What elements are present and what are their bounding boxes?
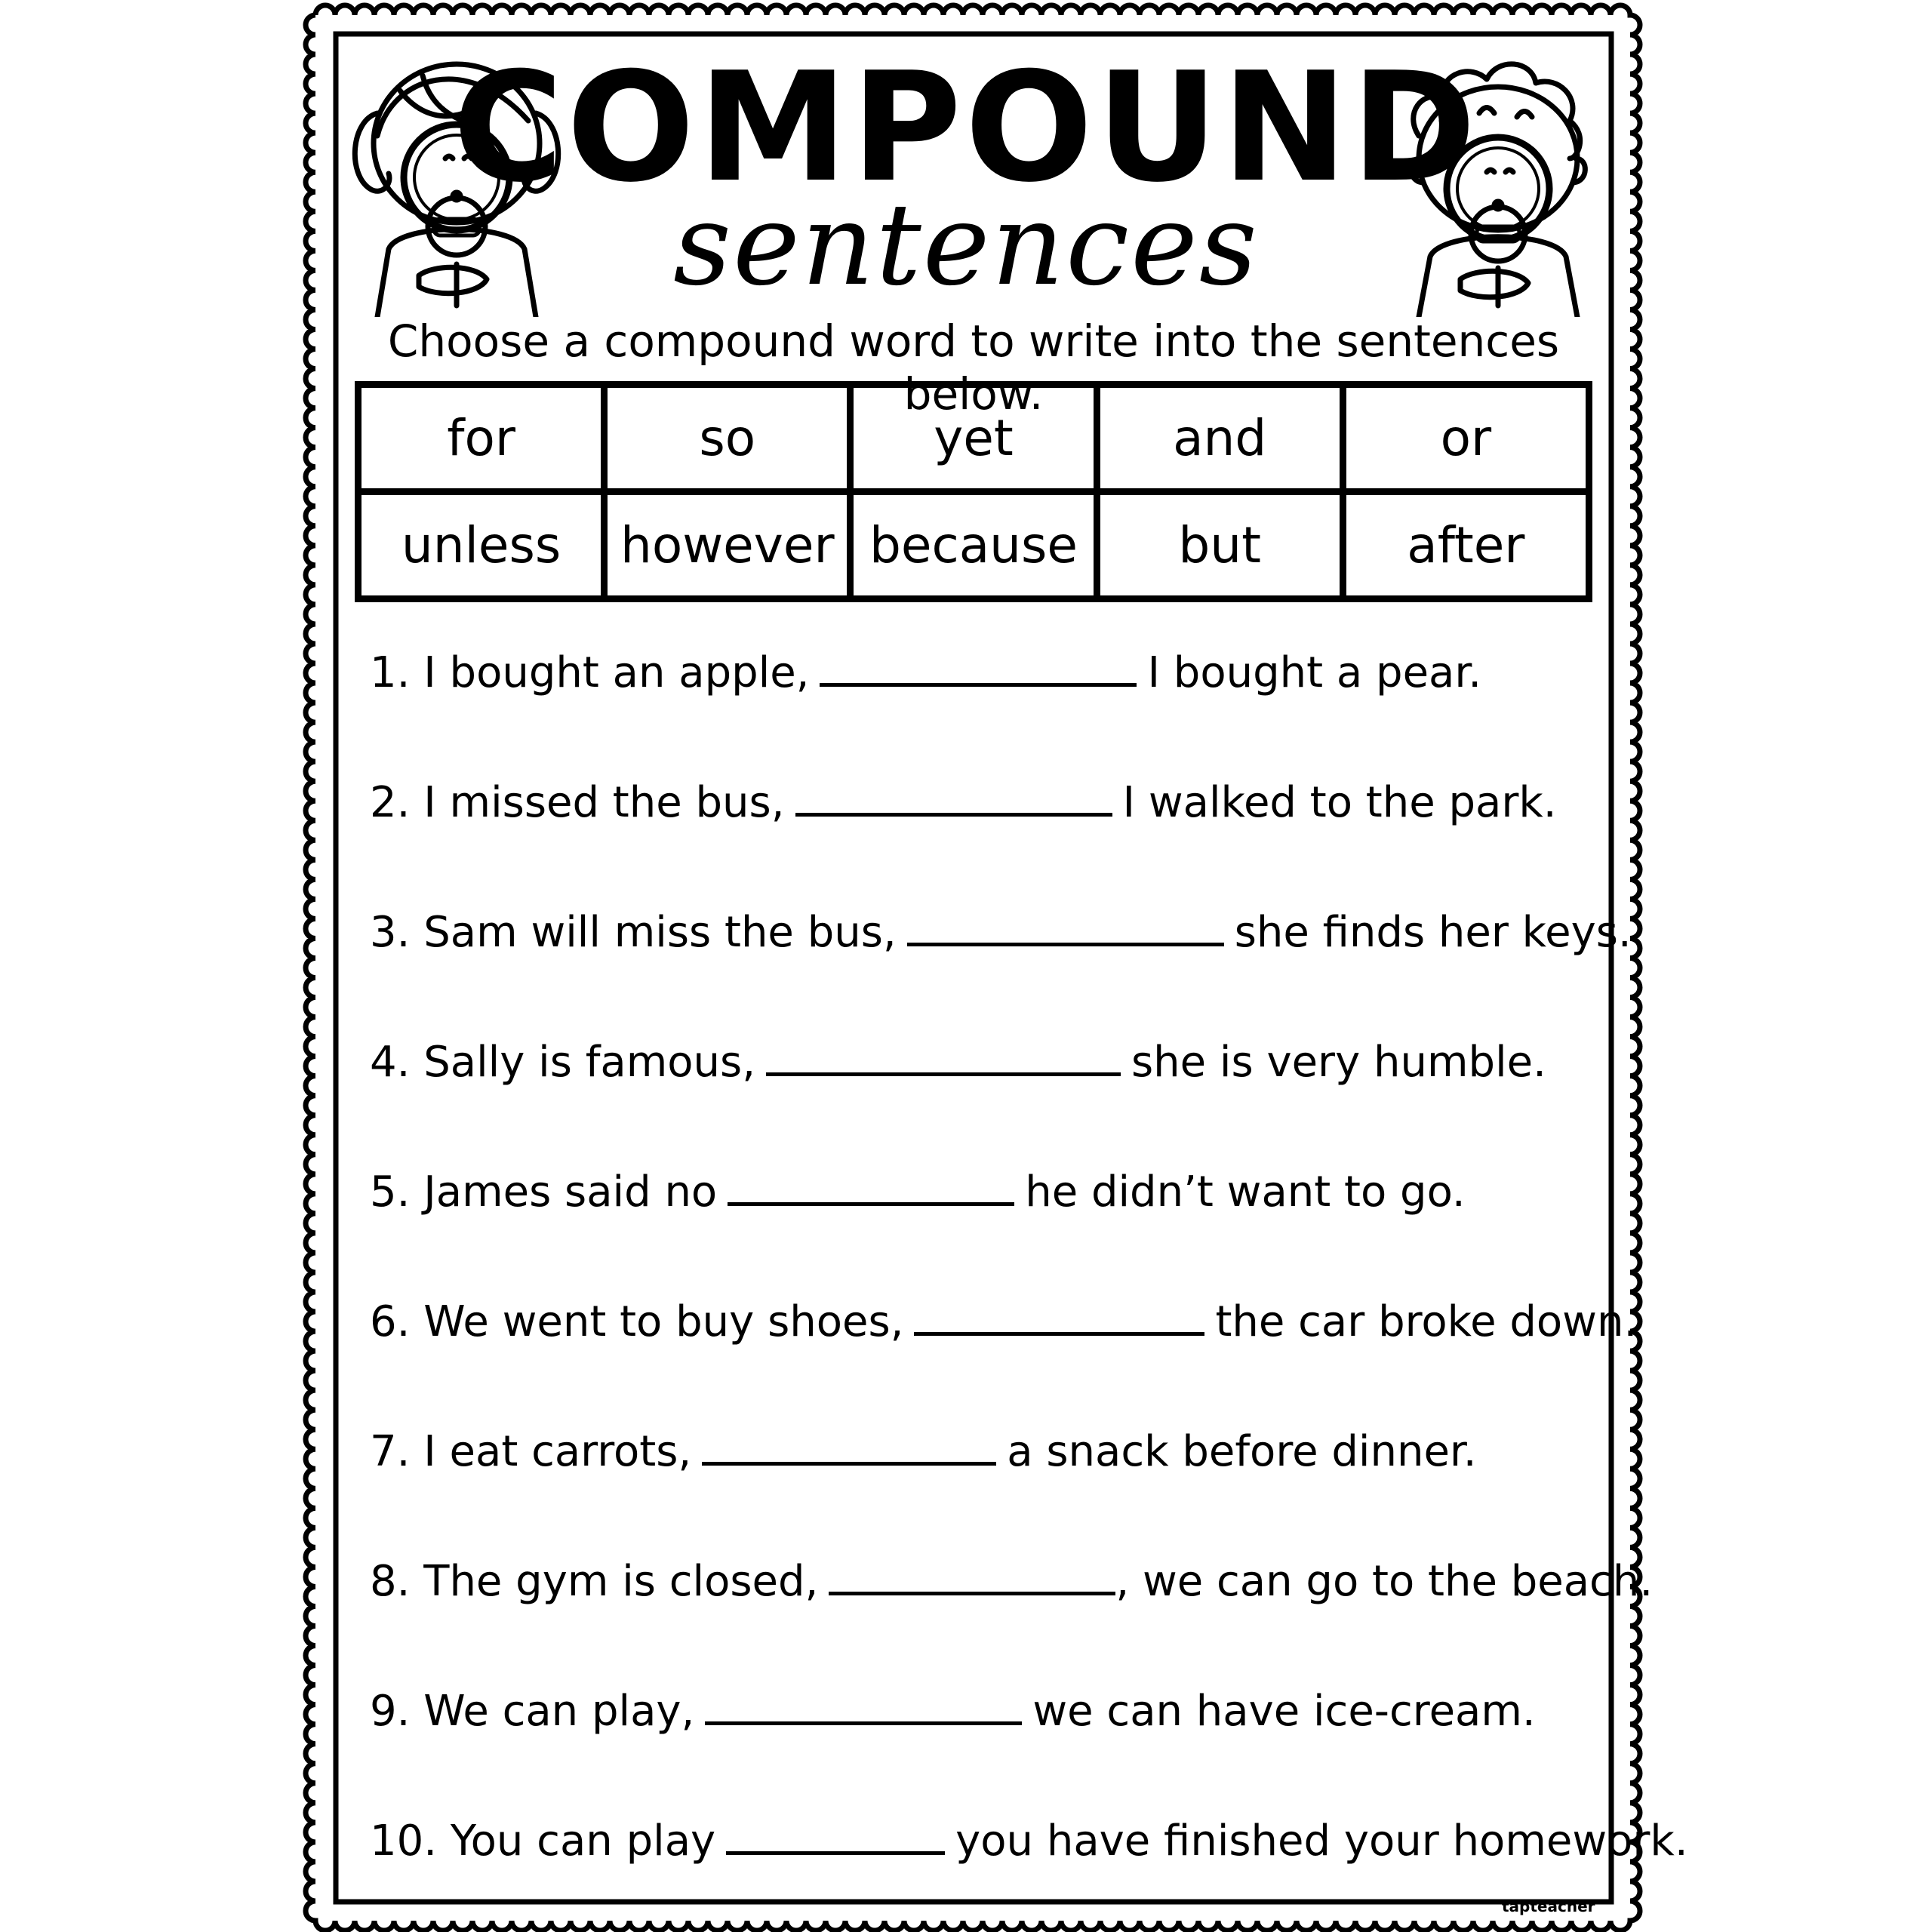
question-text-before: 8. The gym is closed, bbox=[370, 1557, 819, 1606]
word-bank-cell: or bbox=[1343, 385, 1589, 492]
question-text-after: she is very humble. bbox=[1131, 1038, 1546, 1087]
brand-logo: tapteacher bbox=[1502, 1897, 1595, 1915]
word-bank-cell: yet bbox=[851, 385, 1097, 492]
question-5 bbox=[370, 1164, 1466, 1217]
question-text-after: we can have ice-cream. bbox=[1032, 1687, 1536, 1736]
question-text-after: I bought a pear. bbox=[1147, 648, 1482, 697]
question-text-before: 3. Sam will miss the bus, bbox=[370, 908, 897, 957]
question-text-after: , we can go to the beach. bbox=[1115, 1557, 1654, 1606]
question-text-after: she finds her keys. bbox=[1234, 908, 1632, 957]
page-title: COMPOUND bbox=[452, 40, 1480, 216]
question-text-before: 5. James said no bbox=[370, 1168, 718, 1217]
answer-blank[interactable] bbox=[766, 1035, 1121, 1076]
word-bank-row bbox=[358, 492, 1589, 599]
question-8 bbox=[370, 1554, 1654, 1606]
question-text-before: 6. We went to buy shoes, bbox=[370, 1297, 904, 1346]
question-6 bbox=[370, 1294, 1638, 1346]
word-bank-cell: but bbox=[1097, 492, 1343, 599]
question-text-before: 1. I bought an apple, bbox=[370, 648, 810, 697]
question-text-after: the car broke down. bbox=[1215, 1297, 1638, 1346]
answer-blank[interactable] bbox=[702, 1424, 996, 1466]
question-text-before: 7. I eat carrots, bbox=[370, 1427, 692, 1476]
word-bank-cell: so bbox=[605, 385, 851, 492]
answer-blank[interactable] bbox=[795, 775, 1112, 817]
question-3 bbox=[370, 905, 1632, 957]
question-7 bbox=[370, 1424, 1477, 1476]
instructions: Choose a compound word to write into the sentences below. bbox=[387, 315, 1560, 420]
word-bank-table bbox=[355, 381, 1592, 602]
question-text-after: a snack before dinner. bbox=[1007, 1427, 1477, 1476]
question-10 bbox=[370, 1814, 1688, 1866]
answer-blank[interactable] bbox=[705, 1684, 1022, 1725]
question-text-before: 10. You can play bbox=[370, 1817, 716, 1866]
word-bank-cell: and bbox=[1097, 385, 1343, 492]
question-text-after: he didn’t want to go. bbox=[1025, 1168, 1466, 1217]
word-bank-row bbox=[358, 385, 1589, 492]
question-text-before: 9. We can play, bbox=[370, 1687, 695, 1736]
question-text-after: you have finished your homework. bbox=[955, 1817, 1688, 1866]
word-bank-cell: however bbox=[605, 492, 851, 599]
question-4 bbox=[370, 1035, 1546, 1087]
word-bank-cell: because bbox=[851, 492, 1097, 599]
answer-blank[interactable] bbox=[914, 1294, 1204, 1336]
question-1 bbox=[370, 645, 1482, 697]
answer-blank[interactable] bbox=[726, 1814, 945, 1855]
question-9 bbox=[370, 1684, 1536, 1736]
answer-blank[interactable] bbox=[907, 905, 1224, 946]
answer-blank[interactable] bbox=[820, 645, 1137, 687]
answer-blank[interactable] bbox=[829, 1554, 1115, 1595]
word-bank-cell: after bbox=[1343, 492, 1589, 599]
question-text-before: 2. I missed the bus, bbox=[370, 778, 785, 827]
question-text-after: I walked to the park. bbox=[1122, 778, 1557, 827]
question-2 bbox=[370, 775, 1557, 827]
answer-blank[interactable] bbox=[728, 1164, 1014, 1206]
question-text-before: 4. Sally is famous, bbox=[370, 1038, 755, 1087]
page-subtitle: sentences bbox=[673, 180, 1259, 311]
word-bank-cell: for bbox=[358, 385, 605, 492]
word-bank-cell: unless bbox=[358, 492, 605, 599]
